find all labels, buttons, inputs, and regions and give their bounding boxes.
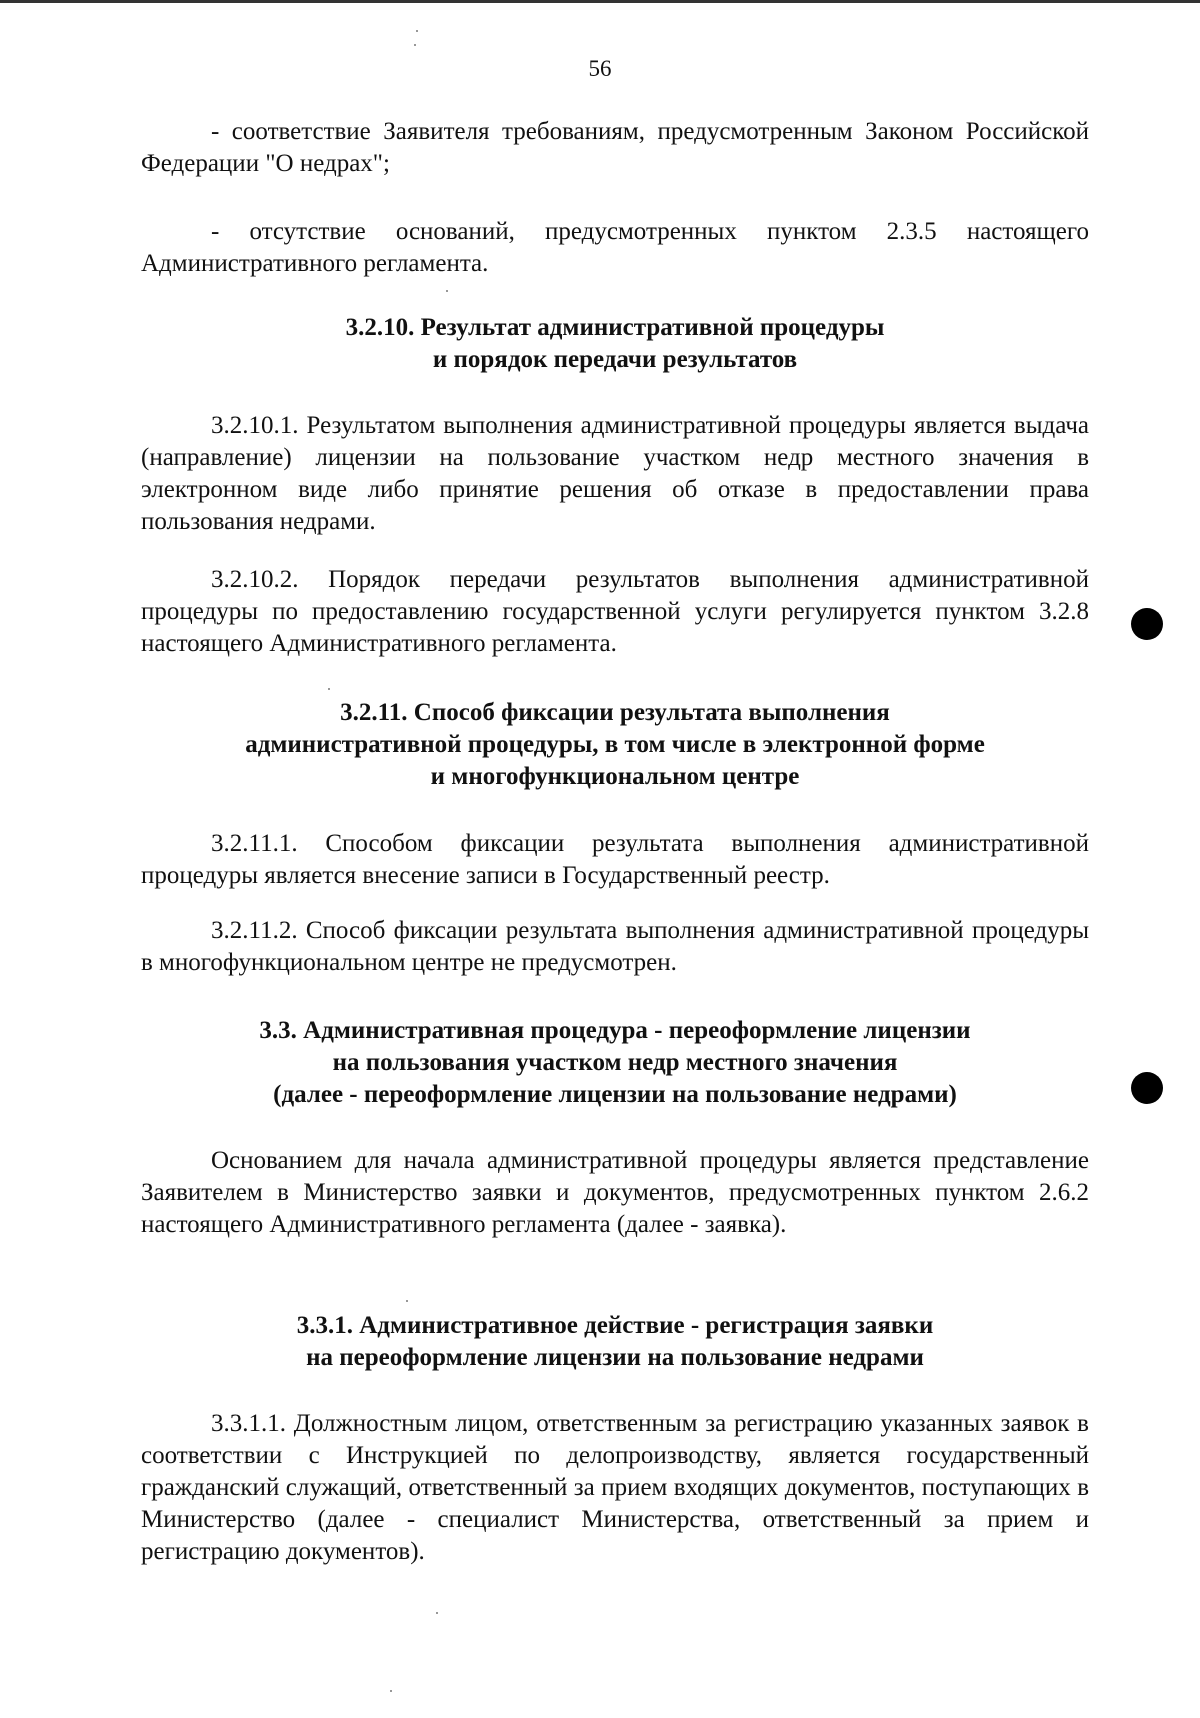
heading-line: на пользования участком недр местного значения bbox=[332, 1049, 898, 1076]
scan-speck bbox=[406, 1300, 408, 1302]
heading-3-3 bbox=[141, 1015, 1089, 1111]
paragraph-text: 3.2.10.1. Результатом выполнения административной процедуры является выдача (направление) лицензии на пользование участком недр местного значения в электронном виде либо принятие решения об отказе в предоставлении права пользования недрами. bbox=[141, 412, 1089, 535]
heading-line: административной процедуры, в том числе в электронной форме bbox=[245, 731, 985, 758]
paragraph-3-2-10-2 bbox=[141, 564, 1089, 660]
scan-speck bbox=[416, 30, 418, 32]
heading-line: и порядок передачи результатов bbox=[432, 346, 798, 373]
heading-line: (далее - переоформление лицензии на пользование недрами) bbox=[273, 1081, 957, 1108]
scan-edge bbox=[0, 0, 1200, 3]
paragraph-requirements bbox=[141, 116, 1089, 180]
scan-speck bbox=[328, 688, 330, 690]
heading-3-3-1 bbox=[141, 1310, 1089, 1374]
paragraph-3-2-11-1 bbox=[141, 828, 1089, 892]
heading-line: 3.3.1. Административное действие - регистрация заявки bbox=[296, 1312, 934, 1339]
paragraph-text: 3.2.11.1. Способом фиксации результата выполнения административной процедуры является внесение записи в Государственный реестр. bbox=[141, 830, 1089, 889]
heading-3-2-11 bbox=[141, 697, 1089, 793]
paragraph-text: 3.2.11.2. Способ фиксации результата выполнения административной процедуры в многофункциональном центре не предусмотрен. bbox=[141, 917, 1089, 976]
heading-line: на переоформление лицензии на пользование недрами bbox=[306, 1344, 924, 1371]
punch-hole-mark bbox=[1131, 1072, 1163, 1104]
scan-speck bbox=[446, 290, 448, 292]
paragraph-text: - соответствие Заявителя требованиям, предусмотренным Законом Российской Федерации "О недрах"; bbox=[141, 118, 1089, 177]
scan-speck bbox=[436, 1612, 438, 1614]
paragraph-text: 3.3.1.1. Должностным лицом, ответственным за регистрацию указанных заявок в соответствии с Инструкцией по делопроизводству, является государственный гражданский служащий, ответственный за прием входящих документов, поступающих в Министерство (далее - специалист Министерства, ответственный за прием и регистрацию документов). bbox=[141, 1410, 1089, 1565]
paragraph-no-grounds bbox=[141, 216, 1089, 280]
heading-3-2-10 bbox=[141, 312, 1089, 376]
paragraph-text: 3.2.10.2. Порядок передачи результатов выполнения административной процедуры по предоставлению государственной услуги регулируется пунктом 3.2.8 настоящего Административного регламента. bbox=[141, 566, 1089, 657]
paragraph-3-2-10-1 bbox=[141, 410, 1089, 538]
paragraph-3-2-11-2 bbox=[141, 915, 1089, 979]
paragraph-basis bbox=[141, 1145, 1089, 1241]
paragraph-text: - отсутствие оснований, предусмотренных пунктом 2.3.5 настоящего Административного регламента. bbox=[141, 218, 1089, 277]
paragraph-text: Основанием для начала административной процедуры является представление Заявителем в Министерство заявки и документов, предусмотренных пунктом 2.6.2 настоящего Административного регламента (далее - заявка). bbox=[141, 1147, 1089, 1238]
paragraph-3-3-1-1 bbox=[141, 1408, 1089, 1568]
page-number: 56 bbox=[588, 56, 612, 81]
heading-line: 3.2.11. Способ фиксации результата выполнения bbox=[340, 699, 890, 726]
heading-line: 3.3. Административная процедура - переоформление лицензии bbox=[259, 1017, 971, 1044]
heading-line: 3.2.10. Результат административной процедуры bbox=[345, 314, 885, 341]
scan-speck bbox=[390, 1690, 392, 1692]
scan-speck bbox=[414, 44, 416, 46]
heading-line: и многофункциональном центре bbox=[430, 763, 800, 790]
punch-hole-mark bbox=[1131, 608, 1163, 640]
